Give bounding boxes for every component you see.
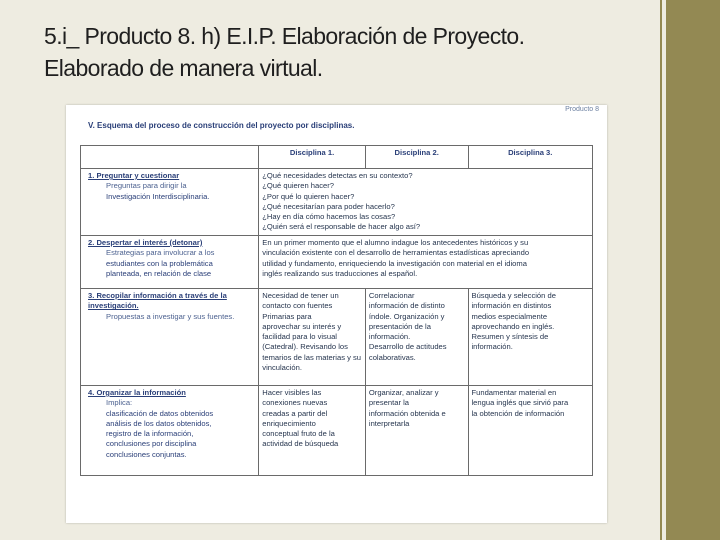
table-row [81,386,593,476]
cell-line: información. [471,342,513,352]
table-header-row [81,146,593,169]
merged-cell [259,236,593,289]
document-tag: Producto 8 [565,106,599,113]
discipline-1-cell [259,386,366,476]
slide-title-line-1: 5.i_ Producto 8. h) E.I.P. Elaboración de Proyecto. [44,23,525,49]
cell-line: vinculación. [262,363,302,373]
cell-line: En un primer momento que el alumno indague los antecedentes históricos y su [262,238,529,247]
cell-line: aprovechar su interés y [262,321,342,331]
cell-line: medios especialmente [471,311,548,321]
cell-line: Fundamentar material en [471,388,557,397]
cell-line: índole. Organización y [368,311,445,321]
header-cell-discipline-1: Disciplina 1. [259,146,366,169]
table-row [81,289,593,386]
cell-line: Resumen y síntesis de [471,332,549,342]
cell-line: Búsqueda y selección de [471,291,556,300]
slide-title-line-2: Elaborado de manera virtual. [44,55,323,81]
cell-line: (Catedral). Revisando los [262,342,348,352]
cell-line: Organizar, analizar y [368,388,439,397]
stage-subtext: Implica: [106,398,133,408]
table-row [81,236,593,289]
stage-cell [81,169,259,236]
cell-line: ¿Hay en día cómo hacemos las cosas? [262,212,396,222]
discipline-2-cell [365,386,468,476]
cell-line: facilidad para lo visual [262,332,337,342]
discipline-table [80,145,593,476]
stage-cell [81,289,259,386]
cell-line: ¿Por qué lo quieren hacer? [262,191,355,201]
stage-subtext: conclusiones por disciplina [106,439,197,449]
decorative-divider [660,0,662,540]
cell-line: conexiones nuevas [262,398,328,408]
stage-subtext: estudiantes con la problemática [106,258,213,268]
stage-subtext: planteada, en relación de clase [106,268,212,278]
merged-cell [259,169,593,236]
cell-line: ¿Qué necesidades detectas en su contexto? [262,171,413,180]
cell-line: información en distintos [471,301,552,311]
cell-line: interpretarla [368,418,410,428]
stage-subtext: análisis de los datos obtenidos, [106,418,212,428]
stage-subtext: conclusiones conjuntas. [106,449,187,459]
cell-line: información. [368,332,411,342]
stage-subtext: clasificación de datos obtenidos [106,408,214,418]
slide-title [44,20,644,84]
stage-title: 3. Recopilar información a través de la investigación. [88,291,227,311]
cell-line: conceptual fruto de la [262,429,335,439]
cell-line: aprovechando en inglés. [471,321,555,331]
stage-title: 1. Preguntar y cuestionar [88,171,180,180]
cell-line: creadas a partir del [262,408,328,418]
cell-line: lengua inglés que sirvió para [471,398,569,408]
discipline-3-cell [468,386,593,476]
cell-line: ¿Quién será el responsable de hacer algo así? [262,222,421,232]
stage-subtext: Preguntas para dirigir la [106,181,187,191]
cell-line: inglés realizando sus traducciones al español. [262,268,418,278]
cell-line: vinculación existente con el desarrollo de herramientas estadísticas apreciando [262,248,530,258]
cell-line: actividad de búsqueda [262,439,339,449]
stage-title: 2. Despertar el interés (detonar) [88,238,203,247]
stage-subtext: Investigación Interdisciplinaria. [106,191,210,201]
cell-line: Desarrollo de actitudes [368,342,447,352]
cell-line: Hacer visibles las [262,388,322,397]
discipline-3-cell [468,289,593,386]
cell-line: colaborativas. [368,352,416,362]
cell-line: la obtención de información [471,408,565,418]
header-cell-empty [81,146,259,169]
discipline-1-cell [259,289,366,386]
cell-line: información de distinto [368,301,445,311]
cell-line: utilidad y fundamento, enriqueciendo la investigación con material en el idioma [262,258,527,268]
stage-title: 4. Organizar la información [88,388,186,397]
discipline-2-cell [365,289,468,386]
cell-line: ¿Qué necesitarían para poder hacerlo? [262,201,395,211]
cell-line: Primarias para [262,311,312,321]
cell-line: presentar la [368,398,409,408]
cell-line: presentación de la [368,321,431,331]
header-cell-discipline-2: Disciplina 2. [365,146,468,169]
cell-line: Necesidad de tener un [262,291,339,300]
cell-line: temarios de las materias y su [262,352,362,362]
stage-cell [81,386,259,476]
embedded-document-image [66,105,607,523]
header-cell-discipline-3: Disciplina 3. [468,146,593,169]
stage-cell [81,236,259,289]
cell-line: Correlacionar [368,291,415,300]
stage-subtext: Propuestas a investigar y sus fuentes. [106,311,235,321]
cell-line: ¿Qué quieren hacer? [262,181,335,191]
cell-line: contacto con fuentes [262,301,333,311]
cell-line: información obtenida e [368,408,446,418]
stage-subtext: registro de la información, [106,429,194,439]
table-row [81,169,593,236]
cell-line: enriquecimiento [262,418,316,428]
stage-subtext: Estrategias para involucrar a los [106,248,215,258]
document-heading: V. Esquema del proceso de construcción del proyecto por disciplinas. [88,121,355,130]
decorative-side-bar [666,0,720,540]
